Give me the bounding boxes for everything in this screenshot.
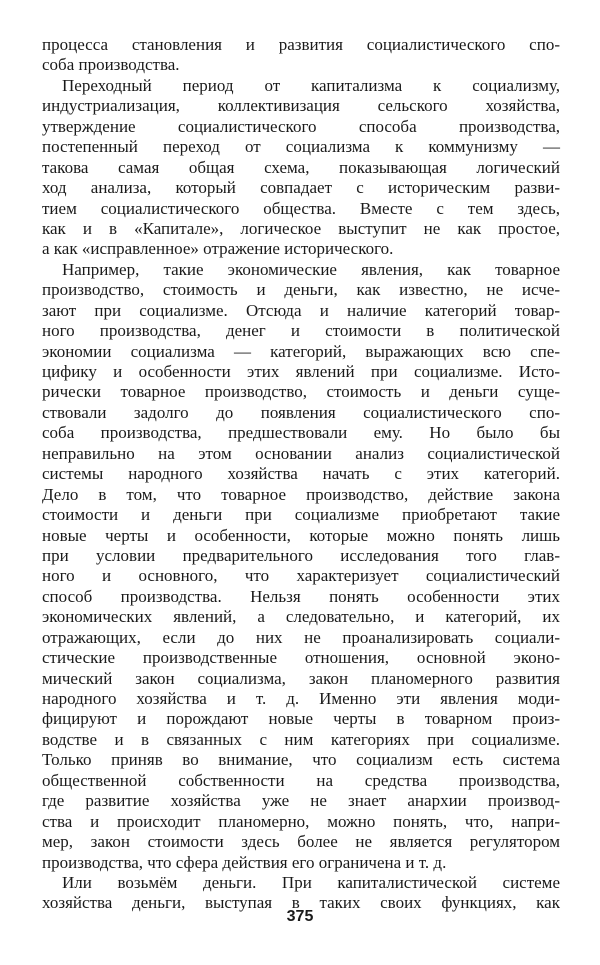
text-line: стоимости и деньги при социализме приобретают такие <box>42 505 560 525</box>
text-line: Или возьмём деньги. При капиталистической системе <box>62 872 560 892</box>
text-line: производство, стоимость и деньги, как известно, не исче- <box>42 280 560 300</box>
text-line: а как «исправленное» отражение исторического. <box>42 239 394 259</box>
text-line: стические производственные отношения, основной эконо- <box>42 648 560 668</box>
text-line: мер, закон стоимости здесь более не является регулятором <box>42 832 560 852</box>
text-line: при условии предварительного исследования того глав- <box>42 545 560 565</box>
page-number: 375 <box>286 908 314 925</box>
text-line: хозяйства деньги, выступая в таких своих функциях, как <box>42 893 560 913</box>
paragraph <box>42 76 560 260</box>
text-line: где развитие хозяйства уже не знает анархии производ- <box>42 791 560 811</box>
text-line: неправильно на этом основании анализ социалистической <box>42 443 560 463</box>
text-line: индустриализация, коллективизация сельского хозяйства, <box>42 96 560 116</box>
text-line: системы народного хозяйства начать с этих категорий. <box>42 464 560 484</box>
text-line: процесса становления и развития социалистического спо- <box>42 35 560 54</box>
text-line: Только приняв во внимание, что социализм есть система <box>42 750 560 770</box>
text-line: народного хозяйства и т. д. Именно эти явления моди- <box>42 689 560 708</box>
text-line: ного производства, денег и стоимости в политической <box>42 321 560 341</box>
text-line: зают при социализме. Отсюда и наличие категорий товар- <box>42 300 560 320</box>
text-line: экономических явлений, а следовательно, и категорий, их <box>42 607 560 627</box>
text-line: экономии социализма — категорий, выражающих всю спе- <box>42 341 560 361</box>
text-line: производства, что сфера действия его ограничена и т. д. <box>42 852 447 872</box>
paragraph <box>42 260 560 873</box>
page-body-text <box>42 35 560 914</box>
text-line: такова самая общая схема, показывающая логический <box>42 157 560 177</box>
text-line: ного и основного, что характеризует социалистический <box>42 566 560 586</box>
text-line: фицируют и порождают новые черты в товарном произ- <box>42 709 560 729</box>
text-line: утверждение социалистического способа производства, <box>42 116 560 136</box>
text-line: цифику и особенности этих явлений при социализме. Исто- <box>42 362 560 381</box>
text-line: водстве и в связанных с ним категориях при социализме. <box>42 729 560 749</box>
text-line: способ производства. Нельзя понять особенности этих <box>42 586 560 606</box>
text-line: ствовали задолго до появления социалистического спо- <box>42 402 560 422</box>
text-line: как и в «Капитале», логическое выступит не как простое, <box>42 218 560 238</box>
text-line: Переходный период от капитализма к социализму, <box>62 75 560 95</box>
text-line: отражающих, если до них не проанализировать социали- <box>42 627 560 647</box>
text-line: ства и происходит планомерно, можно понять, что, напри- <box>42 811 560 831</box>
text-line: общественной собственности на средства производства, <box>42 770 560 790</box>
text-line: постепенный переход от социализма к коммунизму — <box>42 137 560 157</box>
text-line: рически товарное производство, стоимость и деньги суще- <box>42 382 560 402</box>
text-line: Дело в том, что товарное производство, действие закона <box>42 484 560 504</box>
text-line: новые черты и особенности, которые можно понять лишь <box>42 525 560 545</box>
text-line: тием социалистического общества. Вместе с тем здесь, <box>42 198 560 218</box>
text-line: соба производства, предшествовали ему. Но было бы <box>42 423 560 443</box>
text-line: соба производства. <box>42 55 180 75</box>
paragraph <box>42 35 560 76</box>
text-line: мический закон социализма, закон планомерного развития <box>42 668 560 688</box>
text-line: Например, такие экономические явления, как товарное <box>62 259 560 279</box>
text-line: ход анализа, который совпадает с историческим разви- <box>42 178 560 198</box>
